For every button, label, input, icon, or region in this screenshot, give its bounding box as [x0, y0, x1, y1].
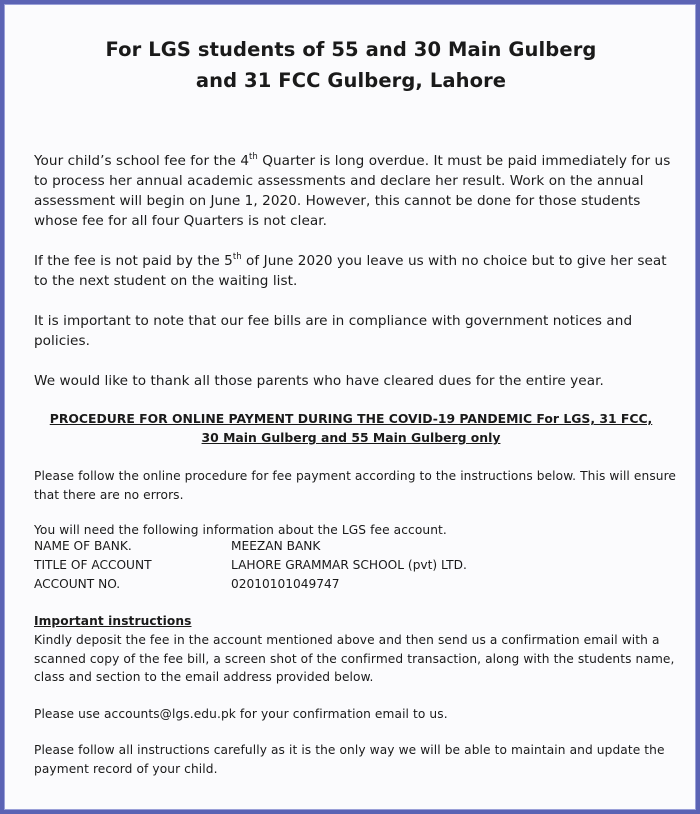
thanks-paragraph: We would like to thank all those parents who have cleared dues for the entire year.	[34, 373, 604, 389]
compliance-paragraph: It is important to note that our fee bills are in compliance with government notices and policies.	[34, 313, 633, 349]
notice-title-line-2: and 31 FCC Gulberg, Lahore	[195, 69, 507, 92]
follow-procedure-text: Please follow the online procedure for fee payment according to the instructions below. This will ensure that there are no errors.	[34, 469, 677, 502]
account-number-value: 02010101049747	[231, 577, 340, 591]
deadline-sup: th	[232, 252, 242, 262]
email-instructions-text: Please use accounts@lgs.edu.pk for your confirmation email to us.	[34, 707, 448, 721]
account-intro-text: You will need the following information about the LGS fee account.	[34, 523, 447, 537]
closing-instructions-text: Please follow all instructions carefully as it is the only way we will be able to maintain and update the payment record of your child.	[34, 743, 665, 776]
procedure-heading-line-1: PROCEDURE FOR ONLINE PAYMENT DURING THE COVID-19 PANDEMIC For LGS, 31 FCC,	[49, 411, 653, 426]
procedure-heading-line-2: 30 Main Gulberg and 55 Main Gulberg only	[201, 430, 501, 445]
account-title-label: TITLE OF ACCOUNT	[34, 558, 152, 572]
important-instructions-heading: Important instructions	[34, 614, 192, 628]
overdue-text-b: Quarter is long overdue. It must be paid immediately for us to process her annual academic assessments and declare her result. Work on the annual assessment will begin on June 1, 2020. However, this cannot be done for those students whose fee for all four Quarters is not clear.	[34, 153, 671, 229]
account-number-label: ACCOUNT NO.	[34, 577, 121, 591]
deadline-text-a: If the fee is not paid by the 5	[34, 253, 233, 269]
overdue-sup: th	[249, 152, 258, 162]
notice-page	[4, 4, 696, 810]
deposit-instructions-text: Kindly deposit the fee in the account mentioned above and then send us a confirmation email with a scanned copy of the fee bill, a screen shot of the confirmed transaction, along with the students name, class and section to the email address provided below.	[34, 633, 675, 684]
overdue-paragraph	[34, 151, 684, 231]
bank-name-label: NAME OF BANK.	[34, 539, 132, 553]
bank-name-value: MEEZAN BANK	[231, 539, 321, 553]
account-title-value: LAHORE GRAMMAR SCHOOL (pvt) LTD.	[231, 558, 467, 572]
overdue-text-a: Your child’s school fee for the 4	[34, 153, 250, 169]
deadline-text-b: of June 2020 you leave us with no choice but to give her seat to the next student on the waiting list.	[34, 253, 667, 289]
notice-title-line-1: For LGS students of 55 and 30 Main Gulberg	[105, 38, 597, 61]
deadline-paragraph	[34, 251, 684, 291]
